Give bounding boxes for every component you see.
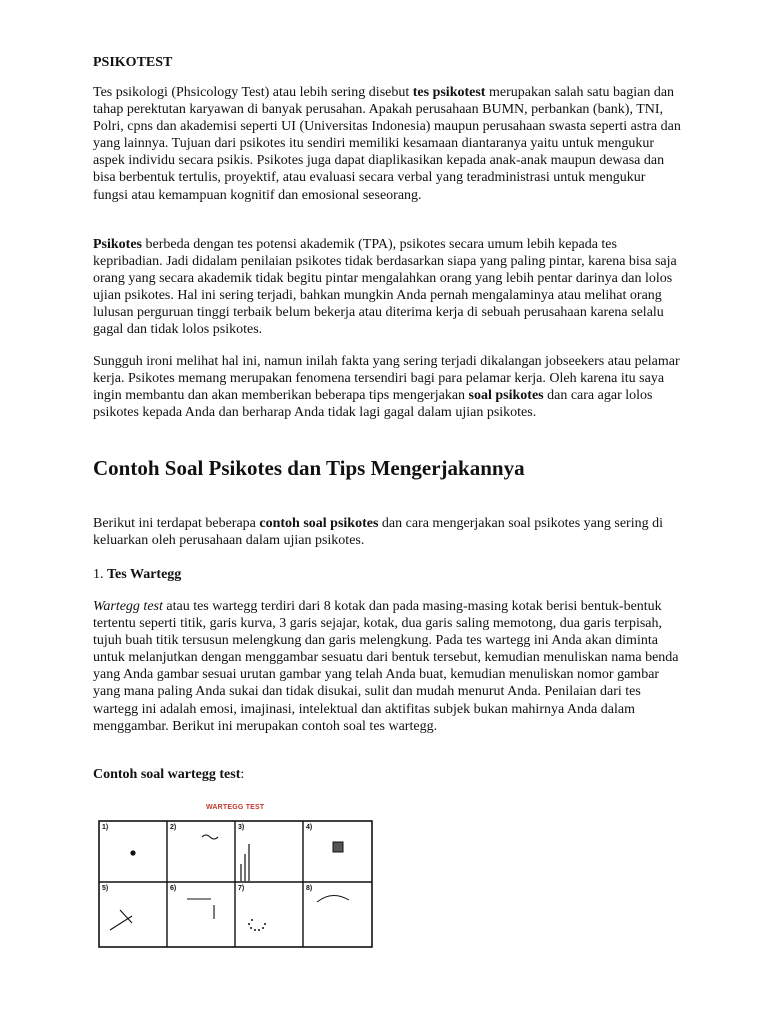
- text: :: [240, 767, 245, 782]
- wartegg-cross-line: [110, 916, 132, 930]
- wartegg-arc-dot: [248, 923, 250, 925]
- text: Tes psikologi (Phsicology Test) atau lebih sering disebut: [93, 85, 413, 100]
- bold-term: tes psikotest: [412, 85, 486, 100]
- wartegg-dot-arc: [248, 919, 266, 931]
- bold-term: Contoh soal wartegg test: [93, 767, 241, 782]
- text: merupakan salah satu bagian dan tahap perektutan karyawan di banyak perusahan. Apakah perusahaan BUMN, perbankan (bank), TNI, Polri, cpns dan akademisi seperti UI (Universitas Indonesia) maupun perusahaan swasta seperti astra dan yang lainnya. Tujuan dari psikotes itu sendiri memiliki kesamaan diantaranya yaitu untuk mengukur aspek individu secara psikis. Psikotes juga dapat diaplikasikan kepada anak-anak maupun dewasa dan bisa berbentuk tertulis, proyektif, atau evaluasi secara verbal yang teradministrasi untuk mengukur fungsi atau kemampuan kognitif dan emosional seseorang.: [93, 85, 681, 203]
- paragraph-psikotes: [93, 236, 683, 339]
- wartegg-arc-dot: [258, 929, 260, 931]
- list-number: 1.: [93, 567, 107, 582]
- cell-number-6: 6): [170, 885, 177, 892]
- wartegg-arc-dot: [264, 923, 266, 925]
- wartegg-arc-dot: [262, 927, 264, 929]
- section-heading: Contoh Soal Psikotes dan Tips Mengerjakannya: [93, 456, 525, 480]
- cell-number-3: 3): [238, 824, 245, 831]
- paragraph-ironi: [93, 353, 683, 421]
- paragraph-berikut: [93, 515, 683, 549]
- cell-number-2: 2): [170, 824, 177, 831]
- cell-number-8: 8): [306, 885, 313, 892]
- wartegg-test-figure: [93, 800, 383, 950]
- wartegg-curve: [317, 895, 349, 902]
- bold-term: soal psikotes: [468, 388, 544, 404]
- wartegg-arc-dot: [254, 929, 256, 931]
- bold-term: contoh soal psikotes: [259, 516, 379, 531]
- text: atau tes wartegg terdiri dari 8 kotak dan pada masing-masing kotak berisi bentuk-bentuk tertentu seperti titik, garis kurva, 3 garis sejajar, kotak, dua garis saling memotong, dua garis terpisah, tujuh buah titik tersusun melengkung dan garis melengkung. Pada tes wartegg ini Anda akan diminta untuk melanjutkan dengan menggambar sesuatu dari bentuk tersebut, kemudian menuliskan nama benda yang Anda gambar sesuai urutan gambar yang telah Anda buat, kemudian menuliskan nomor gambar yang mana paling Anda sukai dan tidak disukai, sulit dan mudah menurut Anda. Penilaian dari tes wartegg ini adalah emosi, imajinasi, intelektual dan aktifitas subjek bukan mahirnya Anda dalam menggambar. Berikut ini merupakan contoh soal tes wartegg.: [93, 599, 679, 734]
- bold-term: Psikotes: [93, 237, 142, 252]
- paragraph-wartegg: [93, 598, 683, 735]
- cell-number-5: 5): [102, 885, 109, 892]
- paragraph-intro: [93, 84, 683, 204]
- wartegg-square: [333, 842, 343, 852]
- text: Berikut ini terdapat beberapa: [93, 516, 260, 531]
- list-item-tes-wartegg: [93, 566, 683, 583]
- italic-term: Wartegg test: [93, 599, 163, 614]
- wartegg-arc-dot: [251, 919, 253, 921]
- example-label: [93, 766, 683, 783]
- doc-title: PSIKOTEST: [93, 55, 173, 70]
- cell-number-1: 1): [102, 824, 109, 831]
- text: berbeda dengan tes potensi akademik (TPA), psikotes secara umum lebih kepada tes kepribadian. Jadi didalam penilaian psikotes tidak berdasarkan siapa yang paling pintar, karena bisa saja orang yang secara akademik tidak begitu pintar mengalahkan orang yang lebih pentar darinya dan lolos ujian psikotes. Hal ini sering terjadi, bahkan mungkin Anda pernah mengalaminya atau melihat orang lulusan perguruan tinggi terbaik belum bekerja atau diterima kerja di sebuah perusahaan karena selalu gagal dan tidak lolos psikotes.: [93, 237, 677, 338]
- text: Sungguh ironi melihat hal ini, namun inilah fakta yang sering terjadi dikalangan jobseekers atau pelamar kerja. Psikotes memang merupakan fenomena tersendiri bagi para pelamar kerja. Oleh karena itu saya ingin membantu dan akan memberikan beberapa tips mengerjakan: [93, 354, 680, 404]
- wartegg-dot: [130, 850, 135, 855]
- wartegg-grid: [98, 820, 373, 948]
- cell-number-4: 4): [306, 824, 313, 831]
- text: dan cara mengerjakan soal psikotes yang sering di keluarkan oleh perusahaan dalam ujian psikotes.: [93, 516, 663, 549]
- wartegg-wave: [202, 835, 218, 839]
- text: dan cara agar lolos psikotes kepada Anda dan berharap Anda tidak lagi gagal dalam ujian psikotes.: [93, 388, 653, 421]
- figure-title: WARTEGG TEST: [206, 804, 265, 811]
- wartegg-arc-dot: [250, 927, 252, 929]
- cell-number-7: 7): [238, 885, 245, 892]
- list-label: Tes Wartegg: [107, 567, 182, 582]
